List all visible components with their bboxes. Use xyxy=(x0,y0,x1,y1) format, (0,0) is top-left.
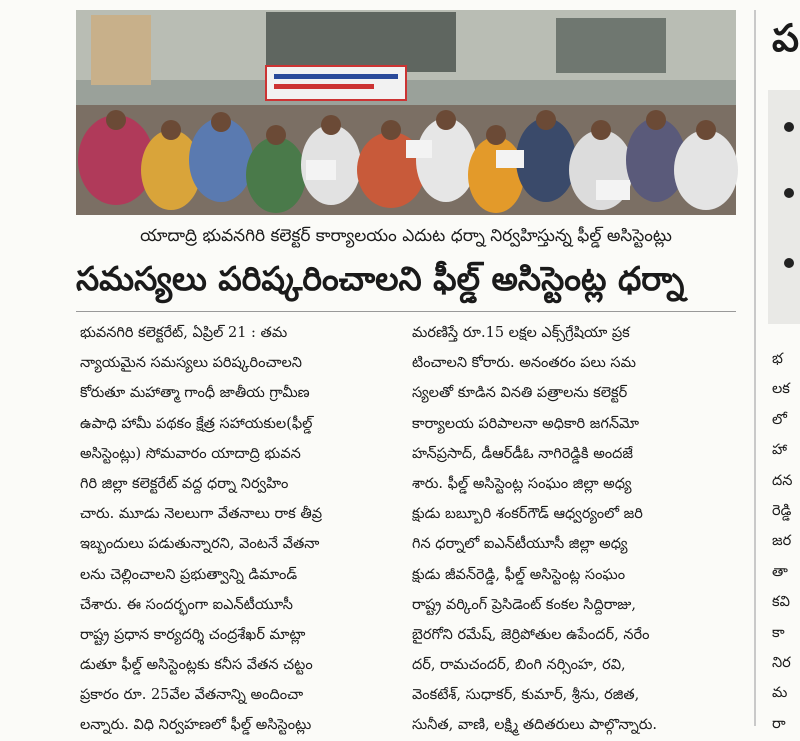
text-line: కవి xyxy=(772,594,790,611)
text-line: భ xyxy=(772,351,783,367)
text-line: కా xyxy=(772,624,785,641)
text-line: ప్రకారం రూ. 25వేల వేతనాన్ని అందించా xyxy=(80,687,304,704)
column-divider xyxy=(754,10,756,726)
protest-photo-illustration xyxy=(76,10,736,215)
text-line: కోరుతూ మహాత్మా గాంధీ జాతీయ గ్రామీణ xyxy=(80,385,310,402)
text-line: అసిస్టెంట్లు) సోమవారం యాదాద్రి భువన xyxy=(80,445,301,462)
text-line: లను చెల్లించాలని ప్రభుత్వాన్ని డిమాండ్ xyxy=(80,566,298,583)
text-line: శారు. ఫీల్డ్ అసిస్టెంట్ల సంఘం జిల్లా అధ్య xyxy=(412,475,632,492)
text-line: గిరి జిల్లా కలెక్టరేట్ వద్ద ధర్నా నిర్వహిం xyxy=(80,475,289,492)
text-line: కార్యాలయ పరిపాలనా అధికారి జగన్‌మో xyxy=(412,415,639,432)
bullet-icon xyxy=(784,258,794,268)
text-line: లో xyxy=(772,411,787,428)
text-line: దర్, రామచందర్, బింగి నర్సింహ, రవి, xyxy=(412,657,626,674)
text-line: క్షుడు బబ్బూరి శంకర్‌గౌడ్ ఆధ్వర్యంలో జరి xyxy=(412,506,643,523)
article-column-left xyxy=(80,318,406,734)
text-line: వెంకటేశ్, సుధాకర్, కుమార్, శ్రీను, రజిత, xyxy=(412,687,640,704)
text-line: మరణిస్తే రూ.15 లక్షల ఎక్స్‌గ్రేషియా ప్రక xyxy=(412,325,630,341)
text-line: చారు. మూడు నెలలుగా వేతనాలు రాక తీవ్ర xyxy=(80,506,323,523)
text-line: గిన ధర్నాలో ఐఎన్‌టీయూసీ జిల్లా అధ్య xyxy=(412,536,628,553)
text-line: దన xyxy=(772,472,793,489)
adjacent-highlights-box xyxy=(768,90,800,324)
text-line: మ xyxy=(772,685,788,702)
text-line: భువనగిరి కలెక్టరేట్, ఏప్రిల్ 21 : తమ xyxy=(80,325,288,341)
article-headline: సమస్యలు పరిష్కరించాలని ఫీల్డ్ అసిస్టెంట్ల ధర్నా xyxy=(76,259,685,298)
text-line: లక xyxy=(772,381,790,398)
text-line: రెడ్డి xyxy=(772,502,792,519)
bullet-icon xyxy=(784,122,794,132)
text-line: తా xyxy=(772,563,788,580)
text-line: రాష్ట్ర ప్రధాన కార్యదర్శి చంద్రశేఖర్ మాట్లా xyxy=(80,626,306,643)
text-line: న్యాయమైన సమస్యలు పరిష్కరించాలని xyxy=(80,355,302,372)
text-line: నిర xyxy=(772,654,791,671)
text-line: ఉపాధి హామీ పథకం క్షేత్ర సహాయకుల(ఫీల్డ్ xyxy=(80,415,313,432)
text-line: చేశారు. ఈ సందర్భంగా ఐఎన్‌టీయూసీ xyxy=(80,596,293,613)
photo-caption: యాదాద్రి భువనగిరి కలెక్టర్ కార్యాలయం ఎదుట ధర్నా నిర్వహిస్తున్న ఫీల్డ్ అసిస్టెంట్లు xyxy=(140,226,672,246)
text-line: క్షుడు జీవన్‌రెడ్డి, ఫీల్డ్ అసిస్టెంట్ల సంఘం xyxy=(412,566,626,583)
text-line: సునీత, వాణి, లక్ష్మి తదితరులు పాల్గొన్నారు. xyxy=(412,717,658,734)
text-line: హా xyxy=(772,442,787,459)
news-photo xyxy=(76,10,736,215)
text-line: హన్‌ప్రసాద్, డీఆర్‌డీఓ నాగిరెడ్డికి అందజే xyxy=(412,445,634,462)
article-column-middle xyxy=(412,318,738,734)
text-line: ఇబ్బందులు పడుతున్నారని, వెంటనే వేతనా xyxy=(80,536,320,553)
text-line: స్యలతో కూడిన వినతి పత్రాలను కలెక్టర్ xyxy=(412,385,628,402)
bullet-icon xyxy=(784,188,794,198)
adjacent-article-column xyxy=(772,344,800,732)
text-line: జర xyxy=(772,533,792,550)
text-line: రాష్ట్ర వర్కింగ్ ప్రెసిడెంట్ కంకల సిద్దిరాజు, xyxy=(412,596,636,613)
text-line: టించాలని కోరారు. అనంతరం పలు సమ xyxy=(412,355,636,372)
text-line: బైరగోని రమేష్, జెర్రిపోతుల ఉపేందర్, నరేం xyxy=(412,626,650,643)
text-line: లన్నారు. విధి నిర్వహణలో ఫీల్డ్ అసిస్టెంట్లు xyxy=(80,717,312,734)
text-line: డుతూ ఫీల్డ్ అసిస్టెంట్లకు కనీస వేతన చట్టం xyxy=(80,657,313,674)
headline-rule xyxy=(76,311,736,312)
text-line: రా xyxy=(772,715,786,732)
adjacent-article-headline: ప xyxy=(772,16,800,60)
